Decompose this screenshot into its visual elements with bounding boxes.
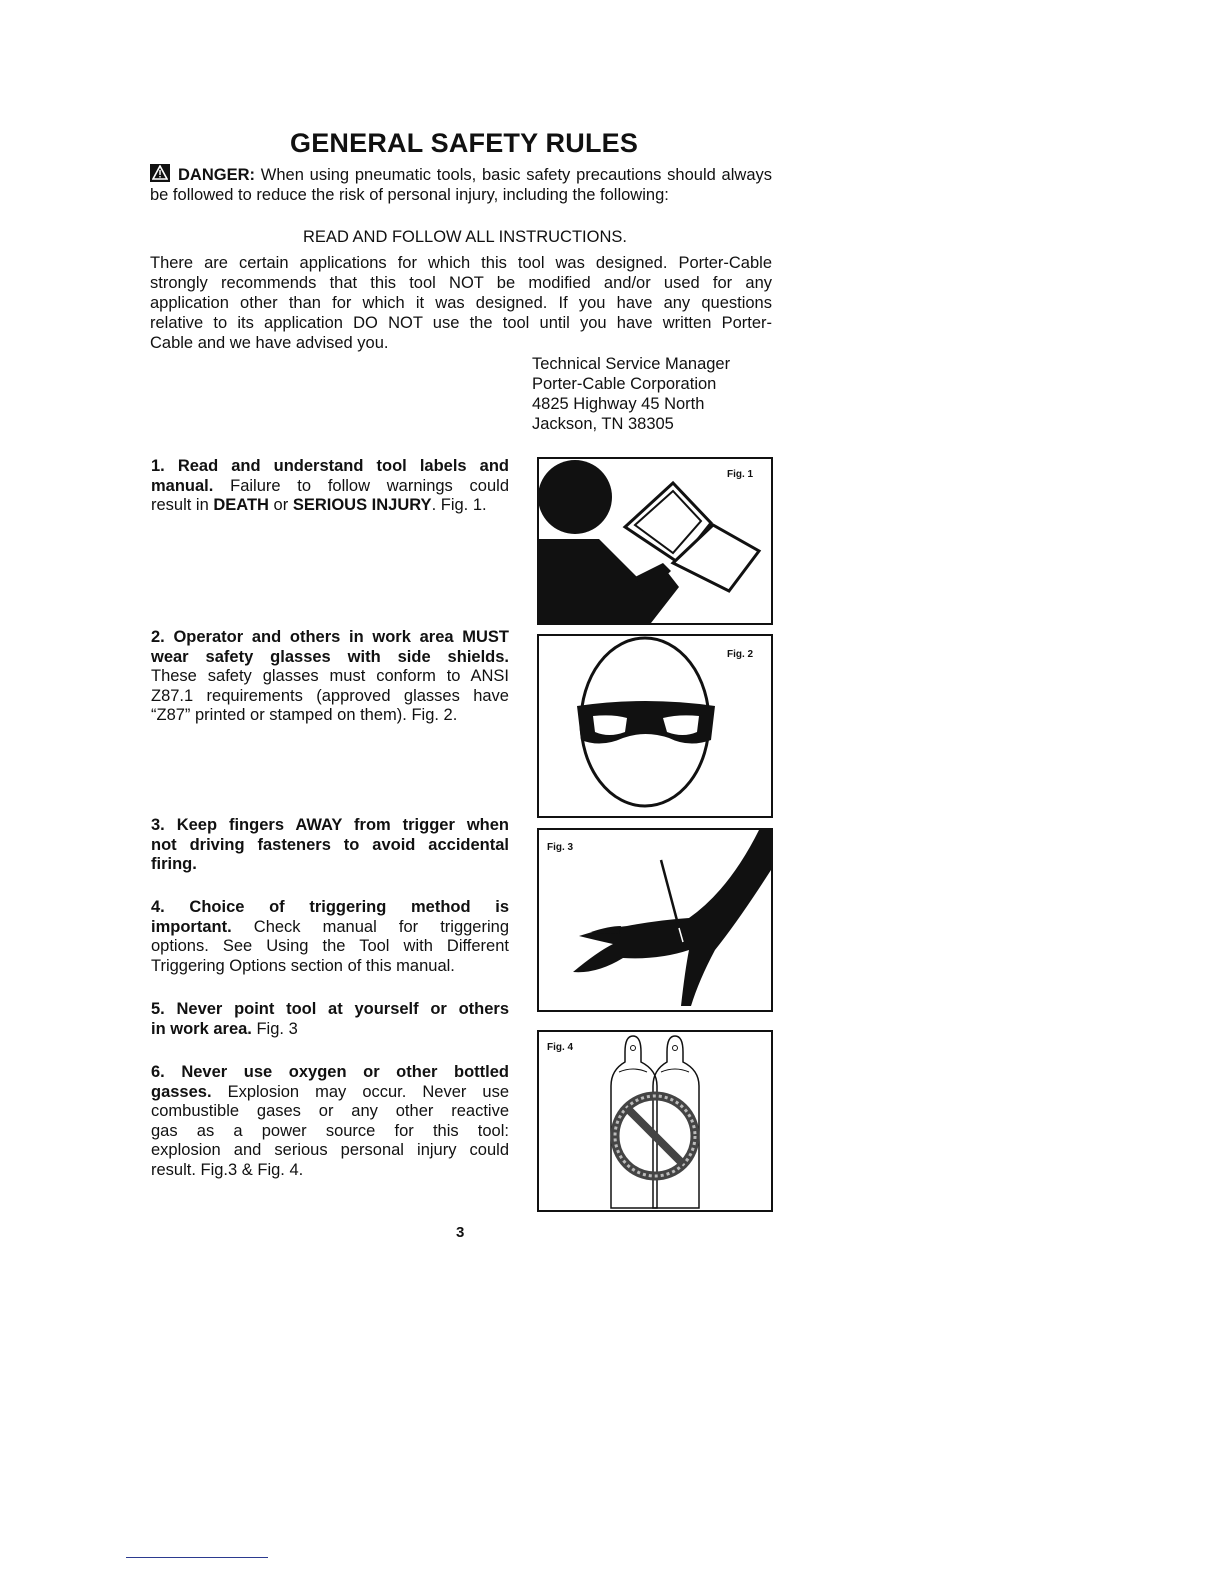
figure-2 <box>537 634 773 818</box>
figure-1 <box>537 457 773 625</box>
intro-paragraph <box>150 253 772 353</box>
safety-rule-5 <box>151 1000 509 1039</box>
figure-label: Fig. 3 <box>547 842 574 853</box>
hand-nail-puncture-icon <box>539 830 771 1010</box>
read-follow-instructions: READ AND FOLLOW ALL INSTRUCTIONS. <box>303 228 627 246</box>
face-safety-glasses-icon <box>539 636 771 816</box>
danger-text: When using pneumatic tools, basic safety precautions should always be followed to reduce the risk of personal injury, including the following: <box>150 166 772 204</box>
rule-text: Explosion may occur. Never use <box>211 1082 509 1101</box>
rule-heading: 5. Never point tool at yourself or others <box>151 1000 509 1018</box>
rule-heading: in work area. <box>151 1019 252 1038</box>
intro-line: strongly recommends that this tool NOT be modified and/or used for any <box>150 274 772 292</box>
danger-notice <box>150 164 772 205</box>
rule-heading: gasses. <box>151 1082 212 1101</box>
page-number: 3 <box>456 1224 465 1241</box>
danger-label: DANGER: <box>178 166 255 184</box>
rule-text: . Fig. 1. <box>431 496 487 514</box>
rule-text: result in <box>151 496 214 514</box>
rule-heading: manual. <box>151 476 214 495</box>
rule-heading: 3. Keep fingers AWAY from trigger when <box>151 816 509 834</box>
address-line: 4825 Highway 45 North <box>532 395 705 413</box>
rule-text: options. See Using the Tool with Different <box>151 937 509 955</box>
intro-line: There are certain applications for which this tool was designed. Porter-Cable <box>150 254 772 272</box>
address-line: Porter-Cable Corporation <box>532 375 717 393</box>
figure-3 <box>537 828 773 1012</box>
rule-heading: 2. Operator and others in work area MUST <box>151 628 509 646</box>
gas-cylinders-prohibited-icon <box>539 1032 771 1210</box>
rule-text: Failure to follow warnings could <box>213 476 509 495</box>
rule-heading: 6. Never use oxygen or other bottled <box>151 1063 509 1081</box>
contact-address <box>532 354 772 434</box>
address-line: Jackson, TN 38305 <box>532 415 674 433</box>
safety-rule-4 <box>151 898 509 976</box>
rule-text: result. Fig.3 & Fig. 4. <box>151 1160 304 1179</box>
safety-rule-3 <box>151 816 509 875</box>
intro-line: Cable and we have advised you. <box>150 334 389 352</box>
safety-rule-1 <box>151 457 509 516</box>
page-title: GENERAL SAFETY RULES <box>290 128 639 158</box>
rule-text: “Z87” printed or stamped on them). Fig. 2. <box>151 706 458 724</box>
rule-heading: 1. Read and understand tool labels and <box>151 457 509 475</box>
rule-heading: firing. <box>151 855 197 873</box>
figure-label: Fig. 2 <box>727 649 754 660</box>
rule-text: These safety glasses must conform to ANSI <box>151 667 509 685</box>
rule-text: explosion and serious personal injury could <box>151 1141 509 1159</box>
figure-label: Fig. 4 <box>547 1042 574 1053</box>
person-reading-manual-icon <box>539 459 771 623</box>
rule-text: Check manual for triggering <box>231 917 509 936</box>
rule-heading: 4. Choice of triggering method is <box>151 898 509 916</box>
rule-heading: not driving fasteners to avoid accidental <box>151 835 509 854</box>
rule-text: gas as a power source for this tool: <box>151 1121 509 1140</box>
figure-4 <box>537 1030 773 1212</box>
rule-heading: important. <box>151 917 232 936</box>
figure-label: Fig. 1 <box>727 469 754 480</box>
rule-text: Triggering Options section of this manual. <box>151 956 455 975</box>
safety-rule-6 <box>151 1063 509 1180</box>
intro-line: relative to its application DO NOT use the tool until you have written Porter- <box>150 314 772 332</box>
rule-text: or <box>268 496 293 514</box>
rule-heading: wear safety glasses with side shields. <box>151 647 509 666</box>
address-line: Technical Service Manager <box>532 355 731 373</box>
rule-text: Z87.1 requirements (approved glasses have <box>151 686 509 705</box>
safety-rule-2 <box>151 628 509 726</box>
rule-emphasis: SERIOUS INJURY <box>292 496 432 514</box>
rule-emphasis: DEATH <box>213 496 269 514</box>
intro-line: application other than for which it was designed. If you have any questions <box>150 294 772 312</box>
footer-rule <box>126 1557 268 1558</box>
warning-triangle-icon <box>150 164 170 182</box>
rule-text: combustible gases or any other reactive <box>151 1102 509 1120</box>
rule-text: Fig. 3 <box>251 1019 298 1038</box>
